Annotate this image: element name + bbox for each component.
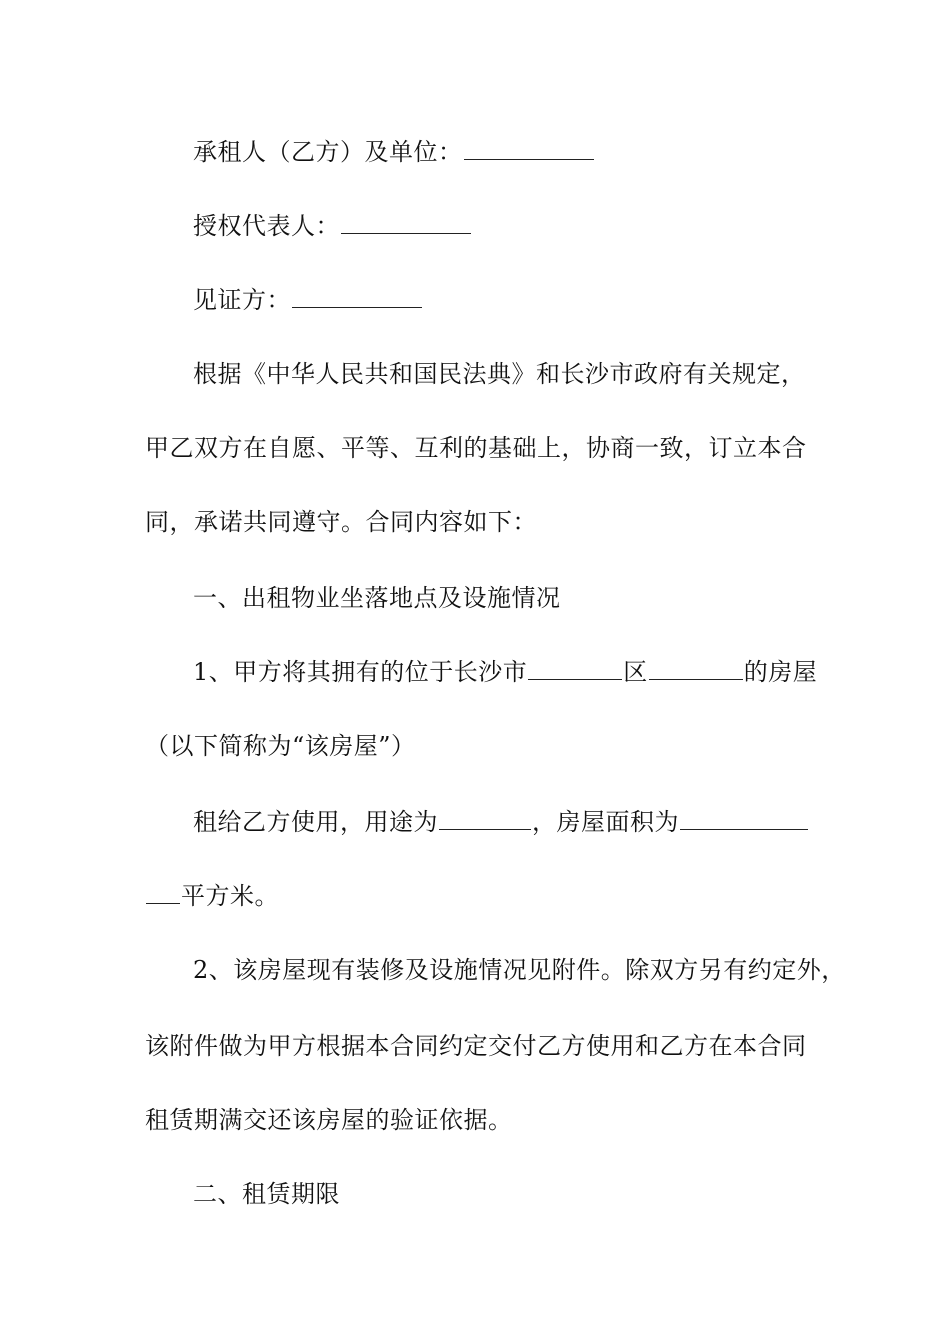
- district-blank: [528, 657, 622, 680]
- area-blank: [680, 807, 808, 830]
- section1-item1-line1: [193, 656, 825, 688]
- section1-item1-line4: [145, 880, 825, 912]
- witness-line: [193, 284, 825, 316]
- section1-item2-line1: 2、该房屋现有装修及设施情况见附件。除双方另有约定外，: [193, 956, 846, 984]
- authorized-rep-label: 授权代表人：: [193, 212, 340, 240]
- item1-house-label: 的房屋: [743, 658, 818, 686]
- witness-label: 见证方：: [193, 286, 291, 314]
- lessee-line: [193, 136, 825, 168]
- item1-district-label: 区: [623, 658, 648, 686]
- preamble-line-1: 根据《中华人民共和国民法典》和长沙市政府有关规定，: [193, 360, 806, 388]
- preamble-line-2: 甲乙双方在自愿、平等、互利的基础上，协商一致，订立本合: [145, 434, 807, 462]
- lessee-label: 承租人（乙方）及单位：: [193, 138, 463, 166]
- section1-heading: 一、出租物业坐落地点及设施情况: [193, 584, 561, 612]
- address-blank: [649, 657, 743, 680]
- item1-location-text: 1、甲方将其拥有的位于长沙市: [193, 658, 528, 686]
- section1-item1-line2: （以下简称为“该房屋”）: [145, 732, 416, 760]
- item1-usage-label: 租给乙方使用，用途为: [193, 808, 438, 836]
- section1-item2-line2: 该附件做为甲方根据本合同约定交付乙方使用和乙方在本合同: [145, 1032, 807, 1060]
- item1-area-unit: 平方米。: [181, 882, 279, 910]
- preamble-line-3: 同，承诺共同遵守。合同内容如下：: [145, 508, 537, 536]
- authorized-rep-blank: [341, 211, 471, 234]
- usage-blank: [439, 807, 531, 830]
- witness-blank: [292, 285, 422, 308]
- item1-area-label: ，房屋面积为: [532, 808, 679, 836]
- lessee-blank: [464, 137, 594, 160]
- section2-heading: 二、租赁期限: [193, 1180, 340, 1208]
- authorized-rep-line: [193, 210, 825, 242]
- area-blank-continued: [146, 881, 180, 904]
- section1-item2-line3: 租赁期满交还该房屋的验证依据。: [145, 1106, 513, 1134]
- section1-item1-line3: [193, 806, 825, 838]
